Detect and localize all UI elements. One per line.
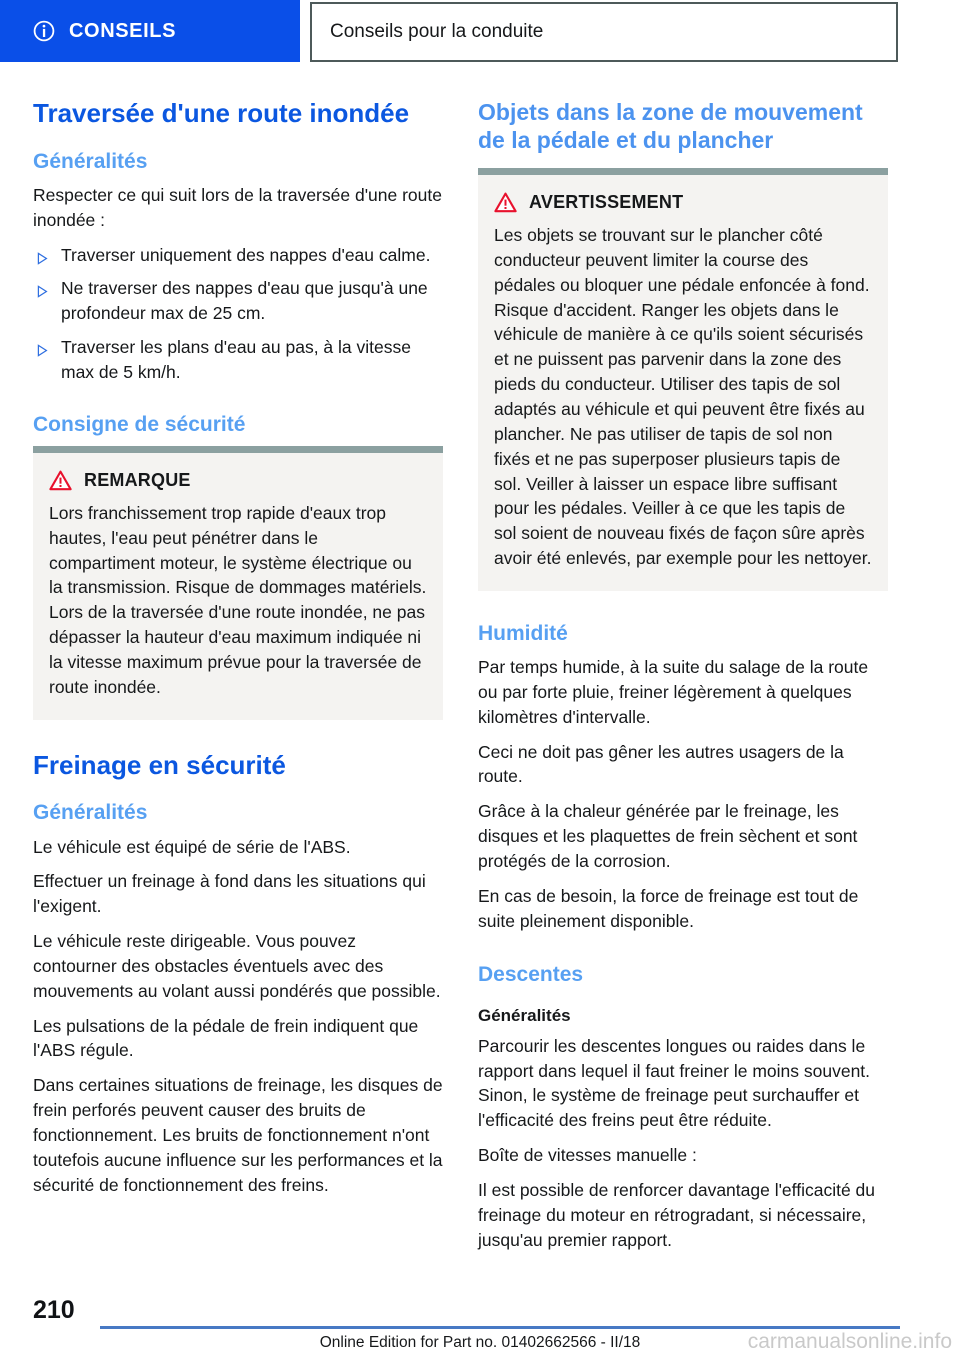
warning-triangle-icon: [494, 192, 517, 213]
avertissement-warning-box: [478, 168, 888, 591]
warning-box-header: [494, 192, 872, 213]
note-box-text: Lors franchissement trop rapide d'eaux trop hautes, l'eau peut pénétrer dans le compartiment moteur, le système électrique ou la transmission. Risque de dommages matériels. Lors de la traversée d'une route inondée, ne pas dépasser la hauteur d'eau maximum indiquée ni la vitesse maximum prévue pour la traversée de route inondée.: [49, 502, 427, 697]
paragraph: Le véhicule reste dirigeable. Vous pouvez contourner des obstacles éventuels avec des mouvements au volant aussi pondérés que possible.: [33, 931, 441, 1001]
paragraph: Ceci ne doit pas gêner les autres usagers de la route.: [478, 741, 844, 787]
right-column: [478, 98, 888, 1252]
spacer: [478, 996, 888, 1006]
spacer: [33, 394, 443, 412]
remarque-note-box: [33, 446, 443, 720]
edition-text: Online Edition for Part no. 01402662566 - II/18: [319, 1334, 641, 1351]
heading-descentes: Descentes: [478, 962, 584, 986]
list-item-text: Traverser les plans d'eau au pas, à la vitesse max de 5 km/h.: [61, 337, 411, 382]
note-box-top-bar: [478, 168, 888, 175]
note-box-top-bar: [33, 446, 443, 453]
warning-box-label: AVERTISSEMENT: [529, 192, 684, 213]
warning-box-text: Les objets se trouvant sur le plancher côté conducteur peuvent limiter la course des pédales ou bloquer une pédale enfoncée à fond. Risque d'accident. Ranger les objets dans le véhicule de manière à ce qu'ils soient sécurisés et ne puissent pas parvenir dans la zone des pieds du conducteur. Utiliser des tapis de sol adaptés au véhicule et qui peuvent être fixés au plancher. Ne pas utiliser de tapis de sol non fixés et ne pas superposer plusieurs tapis de sol. Veiller à laisser un espace libre suffisant pour les pédales. Veiller à ce que les tapis de sol soient de nouveau fixés de façon sûre après avoir été enlevés, par exemple pour les nettoyer.: [494, 225, 872, 569]
paragraph: Effectuer un freinage à fond dans les situations qui l'exigent.: [33, 871, 426, 917]
section-title-box: [310, 2, 898, 62]
paragraph: Les pulsations de la pédale de frein indiquent que l'ABS régule.: [33, 1015, 419, 1061]
page-header: [0, 0, 960, 64]
section-title-label: Conseils pour la conduite: [330, 21, 544, 42]
paragraph: Dans certaines situations de freinage, les disques de frein perforés peuvent causer des bruits de fonctionnement. Les bruits de fonctionnement n'ont toutefois aucune influence sur les performances et la sécurité de fonctionnement des freins.: [33, 1075, 443, 1195]
paragraph: Boîte de vitesses manuelle :: [478, 1145, 697, 1166]
paragraph: Grâce à la chaleur générée par le freinage, les disques et les plaquettes de frein sèchent et sont protégés de la corrosion.: [478, 801, 858, 871]
heading-freinage-en-securite: Freinage en sécurité: [33, 749, 286, 780]
paragraph: Par temps humide, à la suite du salage de la route ou par forte pluie, freiner légèrement à quelques kilomètres d'intervalle.: [478, 657, 869, 727]
paragraph: Le véhicule est équipé de série de l'ABS.: [33, 836, 351, 857]
heading-braking-generalites: Généralités: [33, 801, 148, 825]
info-circle-icon: [33, 20, 55, 42]
note-box-label: REMARQUE: [84, 469, 191, 490]
heading-generalites: Généralités: [33, 149, 148, 173]
spacer: [33, 724, 443, 750]
list-item-text: Traverser uniquement des nappes d'eau calme.: [61, 244, 431, 265]
paragraph: Il est possible de renforcer davantage l'efficacité du freinage du moteur en rétrogradant, si nécessaire, jusqu'au premier rapport.: [478, 1179, 876, 1250]
page-footer: [0, 1288, 960, 1362]
spacer: [478, 595, 888, 621]
triangle-right-icon: [37, 339, 48, 352]
chapter-tab[interactable]: [0, 0, 300, 62]
list-item: [33, 276, 443, 326]
heading-objets-zone-mouvement: Objets dans la zone de mouvement de la pédale et du plancher: [478, 99, 863, 154]
triangle-right-icon: [37, 280, 48, 293]
list-item: [33, 243, 443, 268]
list-item: [33, 335, 443, 385]
page-title: Traversée d'une route inondée: [33, 98, 410, 128]
left-column: [33, 98, 443, 1198]
flooded-road-bullet-list: [33, 243, 443, 385]
spacer: [478, 944, 888, 962]
chapter-tab-label: CONSEILS: [69, 19, 177, 42]
heading-humidite: Humidité: [478, 621, 568, 645]
paragraph: En cas de besoin, la force de freinage est tout de suite pleinement disponible.: [478, 885, 859, 931]
heading-consigne-de-securite: Consigne de sécurité: [33, 412, 246, 436]
list-item-text: Ne traverser des nappes d'eau que jusqu'à une profondeur max de 25 cm.: [61, 278, 428, 324]
note-box-header: [49, 470, 427, 491]
watermark-text: carmanualsonline.info: [747, 1330, 952, 1353]
warning-triangle-icon: [49, 470, 72, 491]
heading-descentes-generalites: Généralités: [478, 1005, 571, 1025]
paragraph: Parcourir les descentes longues ou raides dans le rapport dans lequel il faut freiner le moins souvent. Sinon, le système de freinage peut surchauffer et l'efficacité des freins peut être réduite.: [478, 1035, 871, 1131]
footer-divider: [100, 1326, 900, 1329]
page-number: 210: [33, 1296, 75, 1324]
triangle-right-icon: [37, 247, 48, 260]
intro-paragraph: Respecter ce qui suit lors de la traversée d'une route inondée :: [33, 184, 442, 230]
